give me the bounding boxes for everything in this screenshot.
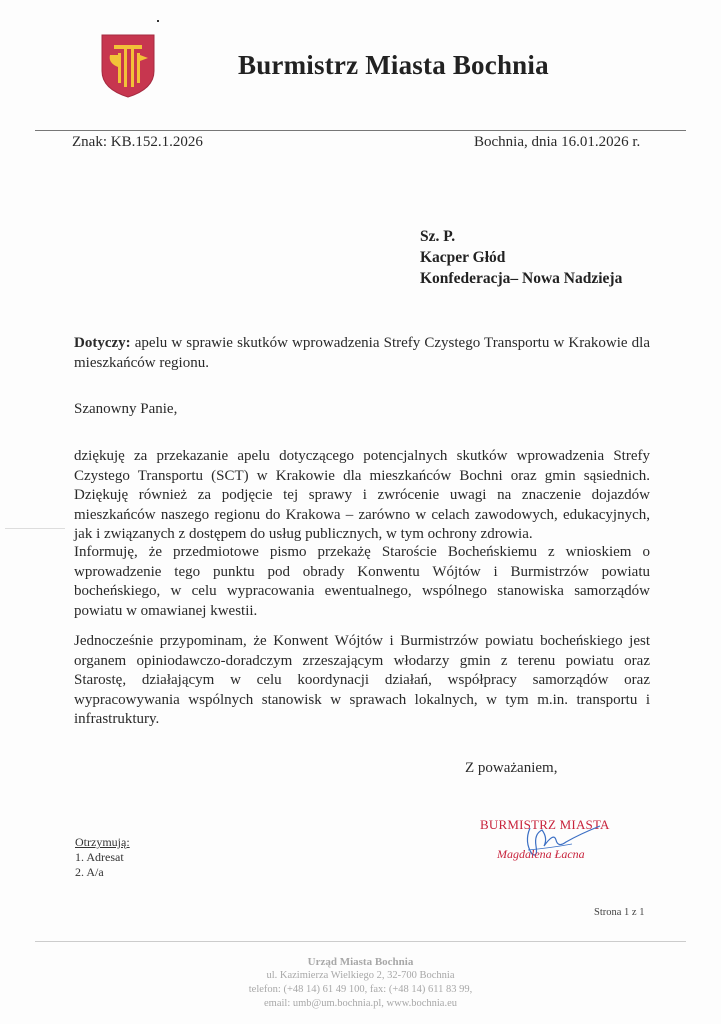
- footer-phone: telefon: (+48 14) 61 49 100, fax: (+48 14) 611 83 99,: [248, 984, 473, 995]
- footer-office: Urząd Miasta Bochnia: [307, 956, 414, 968]
- letterhead-title: Burmistrz Miasta Bochnia: [238, 50, 549, 80]
- recipients-list: [75, 835, 130, 880]
- body-paragraph-1: dziękuję za przekazanie apelu dotyczącego potencjalnych skutków wprowadzenia Strefy Czystego Transportu (SCT) w Krakowie dla mieszkańców Bochni oraz gmin sąsiednich. Dziękuję również za podjęcie tej sprawy i zwrócenie uwagi na znaczenie dojazdów mieszkańców naszego regionu do Krakowa – zarówno w celach zawodowych, edukacyjnych, jak i związanych z dostępem do usług publicznych, w tym ochrony zdrowia.: [74, 448, 650, 542]
- reference-number: Znak: KB.152.1.2026: [72, 134, 203, 150]
- addressee-organization: Konfederacja– Nowa Nadzieja: [420, 270, 623, 287]
- greeting: Szanowny Panie,: [74, 401, 178, 417]
- body-paragraph-3: Jednocześnie przypominam, że Konwent Wójtów i Burmistrzów powiatu bocheńskiego jest organem opiniodawczo-doradczym zrzeszającym włodarzy gmin z terenu powiatu oraz Starostę, działającym w celu koordynacji działań, współpracy samorządów oraz wypracowywania wspólnych stanowisk w sprawach lokalnych, w tym m.in. transportu i infrastruktury.: [74, 633, 650, 727]
- recipients-heading: Otrzymują:: [75, 835, 130, 849]
- footer-divider: [35, 941, 686, 942]
- subject-line: [74, 334, 650, 373]
- subject-label: Dotyczy:: [74, 335, 131, 351]
- footer-contact: email: umb@um.bochnia.pl, www.bochnia.eu: [264, 998, 457, 1009]
- addressee-block: [420, 226, 622, 289]
- coat-of-arms-icon: [100, 33, 156, 99]
- stamp-title: BURMISTRZ MIASTA: [480, 817, 610, 832]
- footer-address: ul. Kazimierza Wielkiego 2, 32-700 Bochnia: [266, 970, 455, 981]
- body-paragraph-2: Informuję, że przedmiotowe pismo przekażę Staroście Bocheńskiemu z wnioskiem o wprowadzenie tego punktu pod obrady Konwentu Wójtów i Burmistrzów powiatu bocheńskiego, w celu wypracowania ewentualnego, wspólnego stanowiska samorządów powiatu w omawianej kwestii.: [74, 544, 650, 619]
- page-number: Strona 1 z 1: [594, 907, 645, 918]
- header-divider: [35, 130, 686, 131]
- closing-phrase: Z poważaniem,: [465, 760, 558, 776]
- subject-text: apelu w sprawie skutków wprowadzenia Strefy Czystego Transportu w Krakowie dla mieszkańców regionu.: [74, 335, 650, 371]
- recipient-item: 2. A/a: [75, 865, 104, 879]
- scan-artifact-dot: [157, 20, 159, 22]
- recipient-item: 1. Adresat: [75, 850, 124, 864]
- addressee-name: Kacper Głód: [420, 249, 506, 266]
- stamp-name: Magdalena Łacna: [497, 847, 585, 861]
- footer: [0, 955, 721, 1011]
- addressee-salutation: Sz. P.: [420, 228, 456, 245]
- place-date: Bochnia, dnia 16.01.2026 r.: [474, 134, 641, 150]
- scan-artifact-line: [5, 528, 65, 529]
